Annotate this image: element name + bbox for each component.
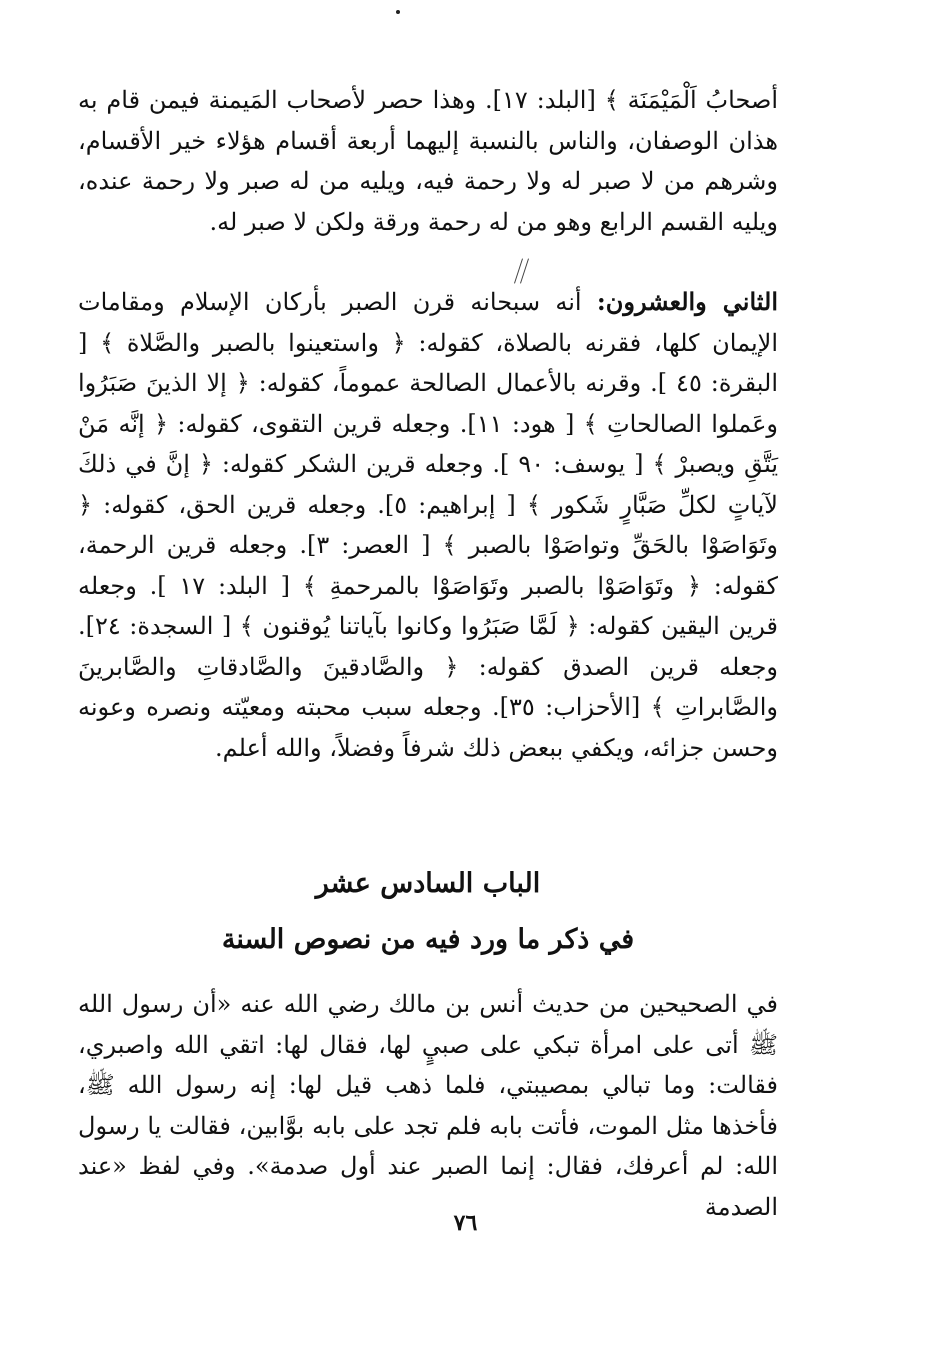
chapter-title: الباب السادس عشر: [315, 868, 541, 899]
paragraph-2-body: أنه سبحانه قرن الصبر بأركان الإسلام ومقامات الإيمان كلها، فقرنه بالصلاة، كقوله: ﴿ واستعينوا بالصبر والصَّلاة ﴾ [ البقرة: ٤٥ ]. وقرنه بالأعمال الصالحة عموماً، كقوله: ﴿ إلا الذينَ صَبَرُوا وعَملوا الصالحاتِ ﴾ [ هود: ١١]. وجعله قرين التقوى، كقوله: ﴿ إنَّه مَنْ يَتَّقِ ويصبرْ ﴾ [ يوسف: ٩٠ ]. وجعله قرين الشكر كقوله: ﴿ إنَّ في ذلكَ لآياتٍ لكلِّ صَبَّارٍ شَكور ﴾ [ إبراهيم: ٥]. وجعله قرين الحق، كقوله: ﴿ وتَوَاصَوْا بالحَقِّ وتواصَوْا بالصبر ﴾ [ العصر: ٣]. وجعله قرين الرحمة، كقوله: ﴿ وتَوَاصَوْا بالصبر وتَوَاصَوْا بالمرحمةِ ﴾ [ البلد: ١٧ ]. وجعله قرين اليقين كقوله: ﴿ لَمَّا صَبَرُوا وكانوا بآياتنا يُوقنون ﴾ [ السجدة: ٢٤]. وجعله قرين الصدق كقوله: ﴿ والصَّادقينَ والصَّادقاتِ والصَّابرينَ والصَّابراتِ ﴾ [الأحزاب: ٣٥]. وجعله سبب محبته ومعيّته ونصره وعونه وحسن جزائه، ويكفي ببعض ذلك شرفاً وفضلاً، والله أعلم.: [78, 288, 778, 762]
page-number: ٧٦: [453, 1210, 478, 1236]
paragraph-1: أصحابُ اَلْمَيْمَنَة ﴾ [البلد: ١٧]. وهذا حصر لأصحاب المَيمنة فيمن قام به هذان الوصفان، والناس بالنسبة إليهما أربعة أقسام هؤلاء خير الأقسام، وشرهم من لا صبر له ولا رحمة فيه، ويليه من له صبر ولا رحمة عنده، ويليه القسم الرابع وهو من له رحمة ورقة ولكن لا صبر له.: [78, 86, 779, 236]
scan-speck: [396, 10, 400, 14]
paragraph-3: في الصحيحين من حديث أنس بن مالك رضي الله عنه «أن رسول الله ﷺ أتى على امرأة تبكي على صبيٍ لها، فقال لها: اتقي الله واصبري، فقالت: وما تبالي بمصيبتي، فلما ذهب قيل لها: إنه رسول الله ﷺ، فأخذها مثل الموت، فأتت بابه فلم تجد على بابه بوَّابين، فقالت يا رسول الله: لم أعرفك، فقال: إنما الصبر عند أول صدمة». وفي لفظ «عند الصدمة: [78, 990, 779, 1221]
paragraph-2: [78, 282, 778, 768]
chapter-subtitle: في ذكر ما ورد فيه من نصوص السنة: [221, 924, 635, 955]
paragraph-2-lead: الثاني والعشرون:: [596, 287, 779, 316]
